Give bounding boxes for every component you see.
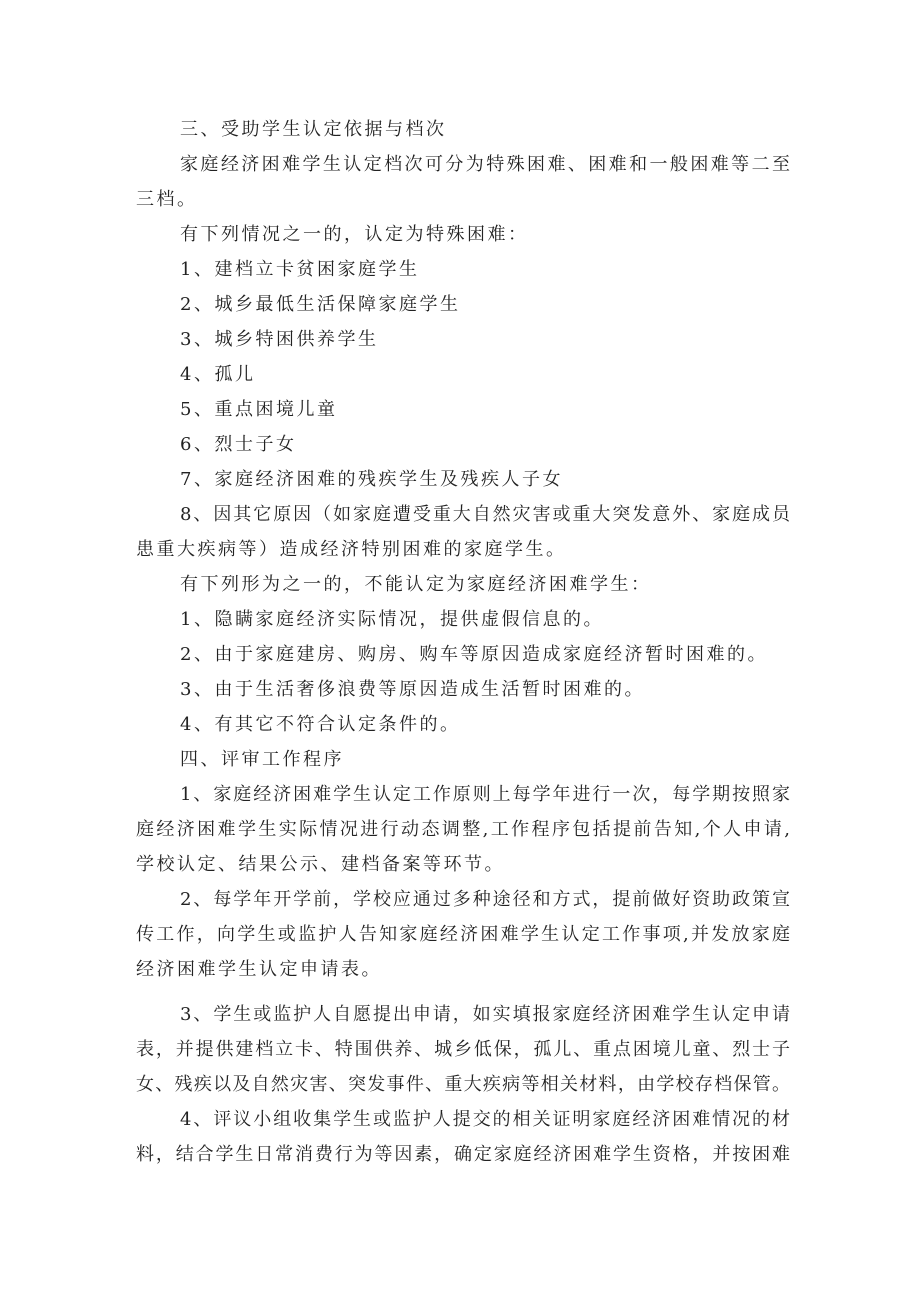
list-item: 2、由于家庭建房、购房、购车等原因造成家庭经济暂时困难的。 [180, 644, 768, 665]
paragraph-line: 3、学生或监护人自愿提出申请，如实填报家庭经济困难学生认定申请 [180, 1004, 790, 1025]
list-item: 2、城乡最低生活保障家庭学生 [180, 294, 461, 315]
list-item: 3、城乡特困供养学生 [180, 329, 379, 350]
paragraph-line: 学校认定、结果公示、建档备案等环节。 [136, 854, 505, 875]
list-item: 1、隐瞒家庭经济实际情况，提供虚假信息的。 [180, 609, 604, 630]
paragraph-line: 庭经济困难学生实际情况进行动态调整,工作程序包括提前告知,个人申请, [136, 819, 790, 840]
paragraph-line: 有下列情况之一的，认定为特殊困难： [180, 224, 529, 245]
paragraph-line: 三档。 [136, 189, 198, 210]
list-item: 4、有其它不符合认定条件的。 [180, 714, 461, 735]
paragraph-line: 有下列形为之一的，不能认定为家庭经济困难学生： [180, 574, 652, 595]
list-item: 8、因其它原因（如家庭遭受重大自然灾害或重大突发意外、家庭成员 [180, 504, 790, 525]
paragraph-line: 经济困难学生认定申请表。 [136, 959, 382, 980]
list-item: 1、建档立卡贫困家庭学生 [180, 259, 420, 280]
section-heading-4: 四、评审工作程序 [180, 749, 344, 770]
paragraph-line: 料，结合学生日常消费行为等因素，确定家庭经济困难学生资格，并按困难 [136, 1144, 790, 1165]
paragraph-line: 2、每学年开学前，学校应通过多种途径和方式，提前做好资助政策宣 [180, 889, 790, 910]
paragraph-line: 家庭经济困难学生认定档次可分为特殊困难、困难和一般困难等二至 [180, 154, 790, 175]
section-heading-3: 三、受助学生认定依据与档次 [180, 119, 447, 140]
paragraph-line: 1、家庭经济困难学生认定工作原则上每学年进行一次，每学期按照家 [180, 784, 790, 805]
list-item: 6、烈士子女 [180, 434, 297, 455]
paragraph-line: 女、残疾以及自然灾害、突发事件、重大疾病等相关材料，由学校存档保管。 [136, 1074, 790, 1095]
paragraph-line: 传工作，向学生或监护人告知家庭经济困难学生认定工作事项,并发放家庭 [136, 924, 790, 945]
list-item: 5、重点困境儿童 [180, 399, 338, 420]
list-item: 4、孤儿 [180, 364, 256, 385]
paragraph-line: 表，并提供建档立卡、特围供养、城乡低保，孤儿、重点困境儿童、烈士子 [136, 1039, 790, 1060]
list-item: 7、家庭经济困难的残疾学生及残疾人子女 [180, 469, 563, 490]
paragraph-line: 4、评议小组收集学生或监护人提交的相关证明家庭经济困难情况的材 [180, 1109, 790, 1130]
list-item: 3、由于生活奢侈浪费等原因造成生活暂时困难的。 [180, 679, 645, 700]
paragraph-line: 患重大疾病等）造成经济特别困难的家庭学生。 [136, 539, 567, 560]
